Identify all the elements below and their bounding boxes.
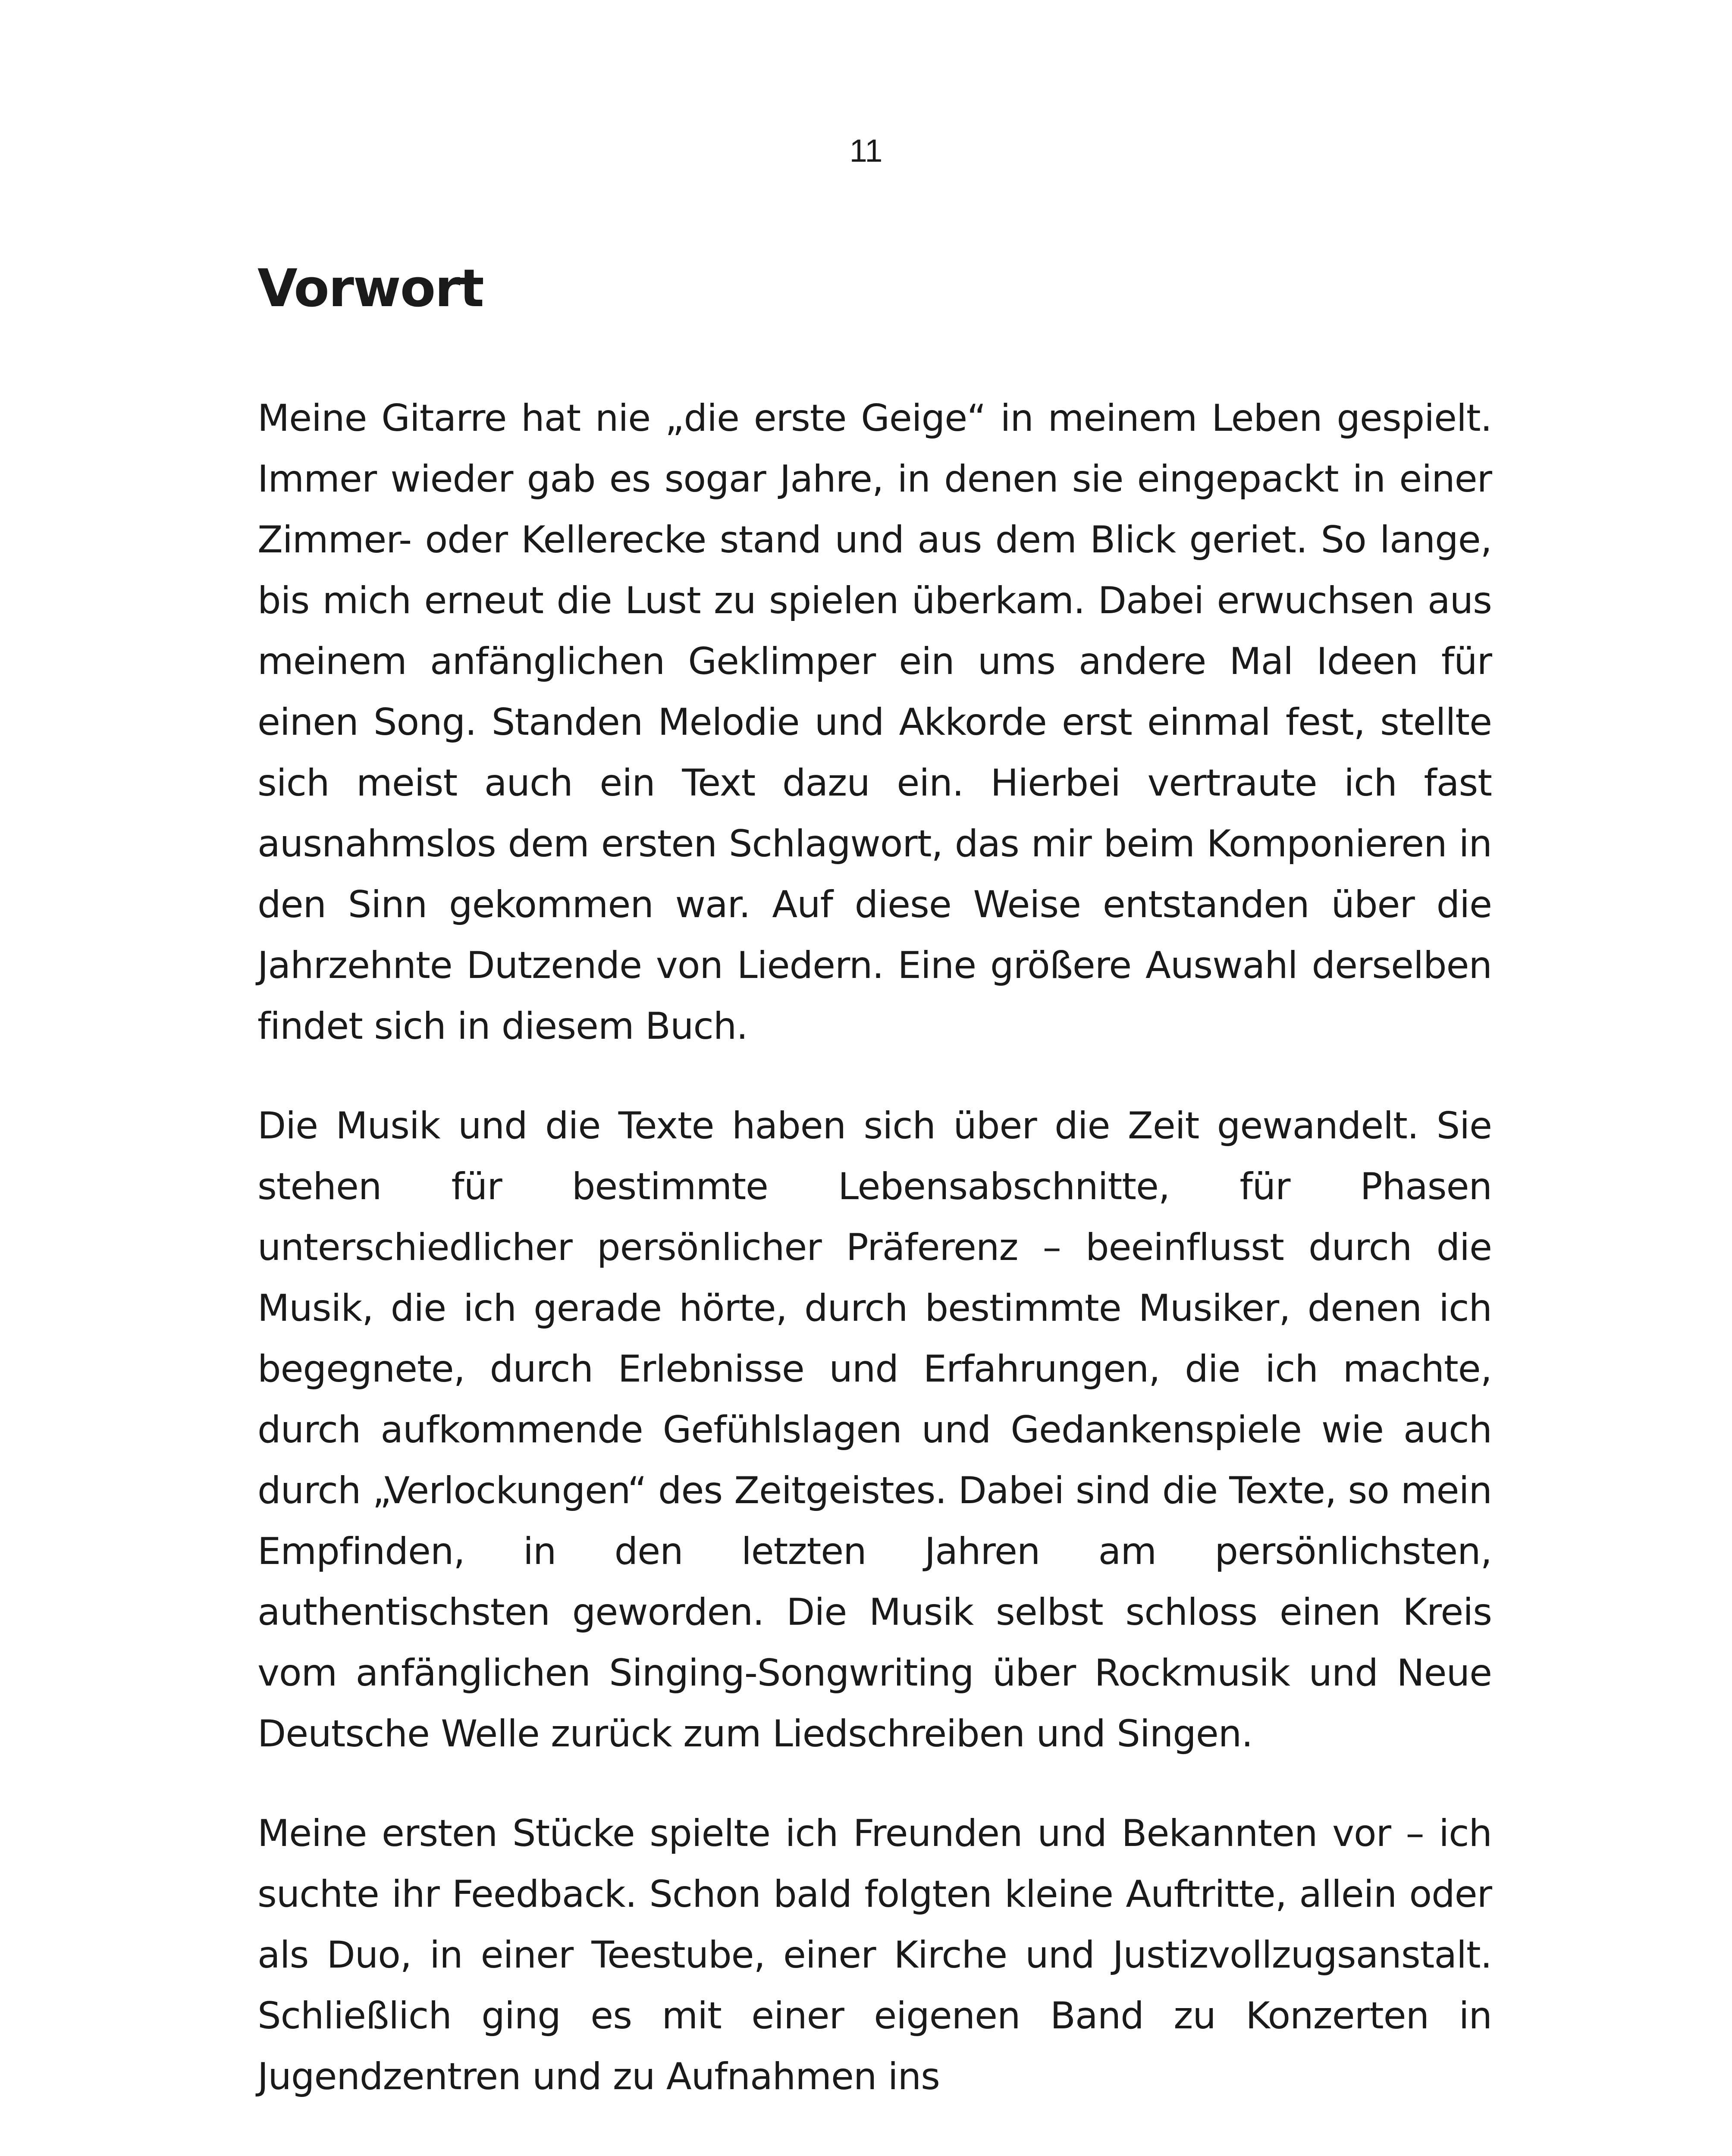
body-text [257,388,1492,2146]
page-number: 11 [849,133,883,169]
chapter-heading: Vorwort [257,259,483,319]
paragraph-1: Meine Gitarre hat nie „die erste Geige“ in meinem Leben gespielt. Immer wieder gab es sogar Jahre, in denen sie eingepackt in einer Zimmer- oder Kellerecke stand und aus dem Blick geriet. So lange, bis mich erneut die Lust zu spielen überkam. Dabei erwuchsen aus meinem anfänglichen Geklimper ein ums andere Mal Ideen für einen Song. Standen Melodie und Akkorde erst einmal fest, stellte sich meist auch ein Text dazu ein. Hierbei vertraute ich fast ausnahmslos dem ersten Schlagwort, das mir beim Komponieren in den Sinn gekommen war. Auf diese Weise entstanden über die Jahrzehnte Dutzende von Liedern. Eine größere Auswahl derselben findet sich in diesem Buch. [257,397,1492,1048]
paragraph-2: Die Musik und die Texte haben sich über die Zeit gewandelt. Sie stehen für bestimmte Lebensabschnitte, für Phasen unterschiedlicher persönlicher Präferenz – beeinflusst durch die Musik, die ich gerade hörte, durch bestimmte Musiker, denen ich begegnete, durch Erlebnisse und Erfahrungen, die ich machte, durch aufkommende Gefühlslagen und Gedankenspiele wie auch durch „Verlockungen“ des Zeitgeistes. Dabei sind die Texte, so mein Empfinden, in den letzten Jahren am persönlichsten, authentischsten geworden. Die Musik selbst schloss einen Kreis vom anfänglichen Singing-Songwriting über Rockmusik und Neue Deutsche Welle zurück zum Liedschreiben und Singen. [257,1104,1492,1755]
paragraph-3: Meine ersten Stücke spielte ich Freunden und Bekannten vor – ich suchte ihr Feedback. Schon bald folgten kleine Auftritte, allein oder als Duo, in einer Teestube, einer Kirche und Justizvollzugsanstalt. Schließlich ging es mit einer eigenen Band zu Konzerten in Jugendzentren und zu Aufnahmen ins [257,1812,1492,2098]
